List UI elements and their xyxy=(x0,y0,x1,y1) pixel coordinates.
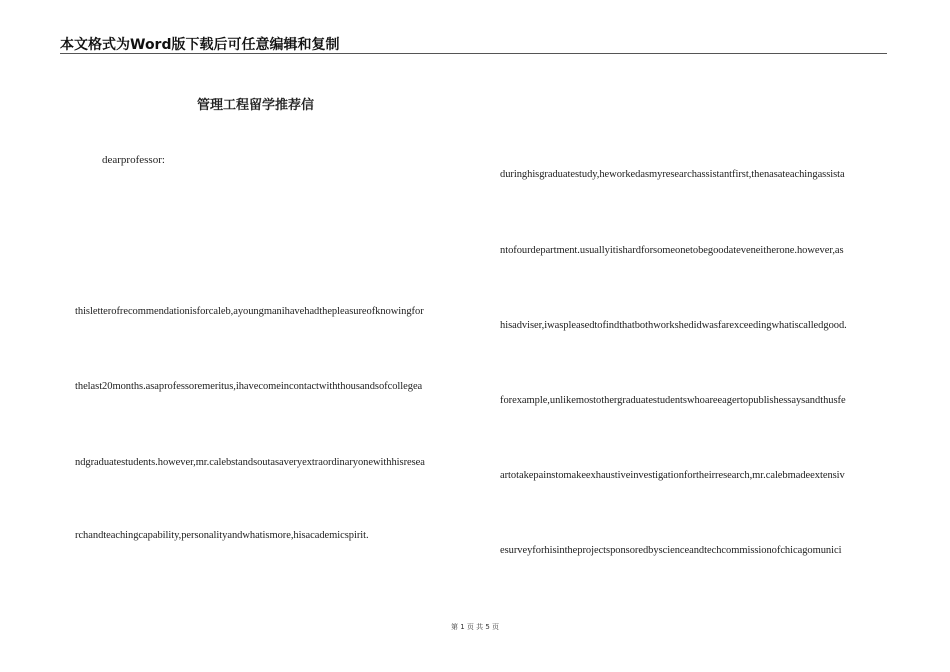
text-line: esurveyforhisintheprojectsponsoredbyscienceandtechcommissionofchicagomunici xyxy=(500,545,842,556)
salutation: dearprofessor: xyxy=(102,154,165,166)
text-line: forexample,unlikemostothergraduatestudentswhoareeagertopublishessaysandthusfe xyxy=(500,395,846,406)
text-line: thisletterofrecommendationisforcaleb,ayoungmanihavehadthepleasureofknowingfor xyxy=(75,306,424,317)
text-line: rchandteachingcapability,personalityandwhatismore,hisacademicspirit. xyxy=(75,530,369,541)
download-banner: 本文格式为Word版下载后可任意编辑和复制 xyxy=(60,37,340,53)
banner-divider xyxy=(60,53,887,54)
text-line: ndgraduatestudents.however,mr.calebstandsoutasaveryextraordinaryonewithhisresea xyxy=(75,457,425,468)
text-line: thelast20months.asaprofessoremeritus,ihavecomeincontactwiththousandsofcollegea xyxy=(75,381,423,392)
text-line: ntofourdepartment.usuallyitishardforsomeonetobegoodateveneitherone.however,as xyxy=(500,245,844,256)
page-number: 第 1 页 共 5 页 xyxy=(450,623,500,631)
document-title: 管理工程留学推荐信 xyxy=(197,98,315,113)
text-line: duringhisgraduatestudy,heworkedasmyresearchassistantfirst,thenasateachingassista xyxy=(500,169,845,180)
text-line: hisadviser,iwaspleasedtofindthatbothworkshedidwasfarexceedingwhatiscalledgood. xyxy=(500,320,847,331)
text-line: artotakepainstomakeexhaustiveinvestigationfortheirresearch,mr.calebmadeextensiv xyxy=(500,470,845,481)
